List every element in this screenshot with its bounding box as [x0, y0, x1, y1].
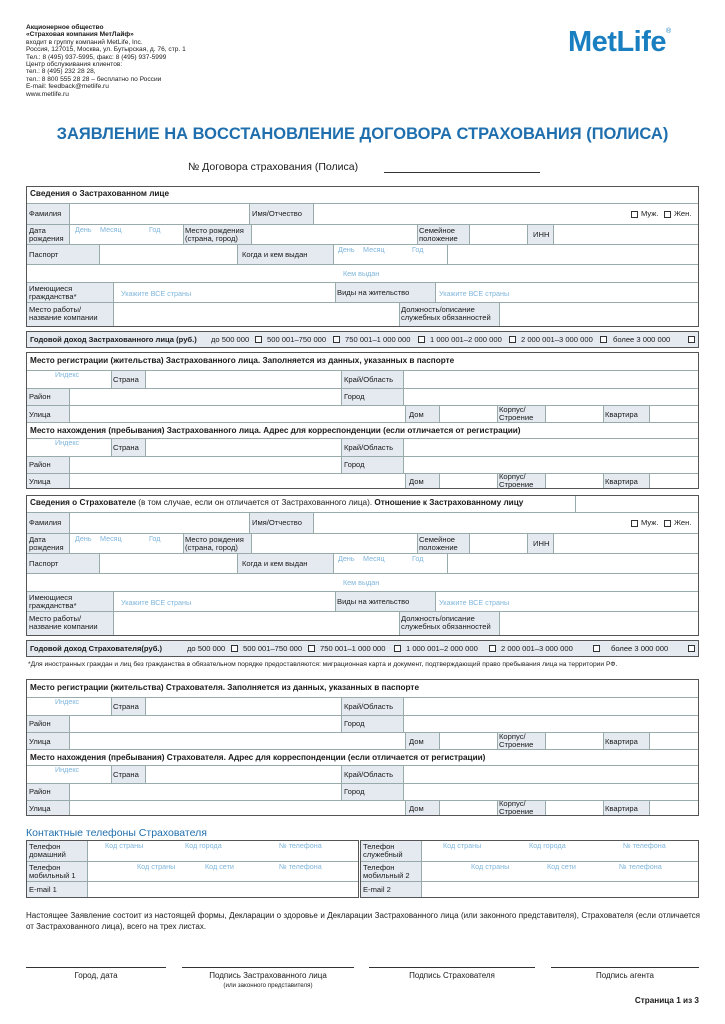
city-date-label: Город, дата: [74, 971, 118, 980]
house-label: Дом: [409, 410, 424, 419]
income-label: Годовой доход Страхователя(руб.): [30, 644, 163, 653]
work-row: [27, 302, 698, 326]
info-line: тел.: 8 (495) 232 28 28,: [26, 68, 96, 76]
home-phone-label: Телефон домашний: [29, 842, 66, 860]
passport-field[interactable]: [99, 245, 237, 264]
country-code-hint: Код страны: [443, 841, 482, 850]
insured-address-section: [26, 352, 699, 489]
male-label: Муж.: [641, 518, 659, 527]
flat-label: Квартира: [605, 804, 638, 813]
page-number: Страница 1 из 3: [634, 996, 699, 1005]
city-code-hint: Код города: [185, 841, 222, 850]
country-label: Страна: [113, 702, 139, 711]
flat-field[interactable]: [649, 406, 698, 422]
building-label: Корпус/ Строение: [499, 732, 534, 750]
surname-label: Фамилия: [29, 209, 62, 218]
street-label: Улица: [29, 477, 51, 486]
birth-date-label: Дата рождения: [29, 535, 64, 553]
income-checkbox[interactable]: [593, 645, 600, 652]
mobile1-label: Телефон мобильный 1: [29, 863, 76, 881]
work-label: Место работы/ название компании: [29, 305, 98, 323]
street-field[interactable]: [69, 733, 405, 749]
index-hint: Индекс: [55, 438, 80, 447]
region-label: Край/Область: [344, 443, 394, 452]
male-label: Муж.: [641, 209, 659, 218]
building-label: Корпус/ Строение: [499, 799, 534, 817]
house-field[interactable]: [439, 733, 497, 749]
income-holder-row: [26, 640, 699, 657]
birth-row: [27, 224, 698, 244]
district-label: Район: [29, 460, 51, 469]
day-hint: День: [338, 554, 355, 563]
residence-hint: Укажите ВСЕ страны: [439, 598, 510, 607]
building-label: Корпус/ Строение: [499, 405, 534, 423]
name-field[interactable]: [313, 204, 625, 224]
female-label: Жен.: [674, 209, 692, 218]
region-label: Край/Область: [344, 770, 394, 779]
passport-row: [27, 244, 698, 264]
income-checkbox[interactable]: [509, 336, 516, 343]
insured-signature-label: Подпись Застрахованного лица: [209, 971, 327, 980]
info-line: Центр обслуживания клиентов:: [26, 61, 123, 69]
income-option: 2 000 001–3 000 000: [521, 335, 593, 344]
income-option: 750 001–1 000 000: [345, 335, 411, 344]
passport-label: Паспорт: [29, 250, 59, 259]
birth-place-field[interactable]: [251, 534, 417, 553]
street-field[interactable]: [69, 801, 405, 815]
issued-when-label: Когда и кем выдан: [242, 559, 308, 568]
policy-number-label: № Договора страхования (Полиса): [188, 161, 359, 173]
citizenship-hint: Укажите ВСЕ страны: [121, 598, 192, 607]
country-code-hint: Код страны: [471, 862, 510, 871]
surname-label: Фамилия: [29, 518, 62, 527]
year-hint: Год: [412, 554, 424, 563]
company-name-line-1: Акционерное общество: [26, 24, 104, 31]
income-option: 1 000 001–2 000 000: [406, 644, 478, 653]
section-heading: Место нахождения (пребывания) Страхователя. Адрес для корреспонденции (если отличается от регистрации): [30, 753, 486, 762]
duties-field[interactable]: [499, 612, 698, 635]
female-checkbox[interactable]: [664, 520, 671, 527]
name-field[interactable]: [313, 513, 625, 533]
agent-signature-label: Подпись агента: [596, 971, 654, 980]
female-checkbox[interactable]: [664, 211, 671, 218]
flat-label: Квартира: [605, 737, 638, 746]
city-field[interactable]: [403, 784, 698, 800]
income-checkbox[interactable]: [418, 336, 425, 343]
day-hint: День: [75, 534, 92, 543]
income-option: более 3 000 000: [613, 335, 671, 344]
income-option: 2 000 001–3 000 000: [501, 644, 573, 653]
inn-label: ИНН: [533, 539, 550, 548]
building-field[interactable]: [545, 801, 603, 815]
holder-signature-label: Подпись Страхователя: [409, 971, 495, 980]
citizenship-label: Имеющиеся гражданства*: [29, 284, 77, 302]
statement-text: Настоящее Заявление состоит из настоящей формы, Декларации о здоровье и Декларации Застрахованного лица (или законного представителя), Страхователя (если отличается от Застрахованного лица), всего на трех листах.: [26, 911, 700, 931]
region-label: Край/Область: [344, 702, 394, 711]
index-hint: Индекс: [55, 697, 80, 706]
passport-label: Паспорт: [29, 559, 59, 568]
city-label: Город: [344, 392, 365, 401]
info-line: входит в группу компаний MetLife, Inc.: [26, 38, 143, 46]
inn-label: ИНН: [533, 230, 550, 239]
holder-signature-line[interactable]: [369, 967, 535, 968]
district-field[interactable]: [69, 457, 341, 473]
male-checkbox[interactable]: [631, 520, 638, 527]
issued-by-hint: Кем выдан: [343, 269, 380, 278]
district-label: Район: [29, 392, 51, 401]
country-field[interactable]: [145, 766, 341, 783]
residence-label: Виды на жительство: [337, 288, 410, 297]
income-insured-row: [26, 331, 699, 348]
year-hint: Год: [412, 245, 424, 254]
district-label: Район: [29, 787, 51, 796]
birth-place-field[interactable]: [251, 225, 417, 244]
metlife-logo: MetLife®: [568, 26, 671, 58]
surname-field[interactable]: [69, 513, 249, 533]
net-code-hint: Код сети: [547, 862, 576, 871]
policyholder-section: [26, 495, 699, 636]
district-field[interactable]: [69, 784, 341, 800]
region-field[interactable]: [403, 698, 698, 715]
country-field[interactable]: [145, 439, 341, 456]
building-label: Корпус/ Строение: [499, 472, 534, 490]
phone-no-hint: № телефона: [623, 841, 666, 850]
phone-no-hint: № телефона: [619, 862, 662, 871]
work-field[interactable]: [113, 303, 399, 326]
country-label: Страна: [113, 443, 139, 452]
flat-field[interactable]: [649, 733, 698, 749]
street-label: Улица: [29, 804, 51, 813]
family-status-field[interactable]: [469, 225, 527, 244]
company-name-line-2: «Страховая компания МетЛайф»: [26, 31, 134, 39]
day-hint: День: [75, 225, 92, 234]
citizenship-hint: Укажите ВСЕ страны: [121, 289, 192, 298]
income-option: 500 001–750 000: [243, 644, 303, 653]
issued-when-label: Когда и кем выдан: [242, 250, 308, 259]
phone-no-hint: № телефона: [279, 841, 322, 850]
work-label: Место работы/ название компании: [29, 614, 98, 632]
info-line: E-mail: feedback@metlife.ru: [26, 83, 109, 91]
flat-field[interactable]: [649, 474, 698, 488]
male-checkbox[interactable]: [631, 211, 638, 218]
issued-by-row[interactable]: [27, 264, 698, 282]
income-checkbox[interactable]: [688, 645, 695, 652]
street-label: Улица: [29, 410, 51, 419]
region-label: Край/Область: [344, 375, 394, 384]
contacts-title: Контактные телефоны Страхователя: [26, 827, 207, 839]
email2-field[interactable]: [421, 882, 698, 897]
contacts-left: [26, 840, 359, 898]
district-field[interactable]: [69, 389, 341, 405]
birth-date-label: Дата рождения: [29, 226, 64, 244]
city-field[interactable]: [403, 389, 698, 405]
index-hint: Индекс: [55, 765, 80, 774]
district-field[interactable]: [69, 716, 341, 732]
work-phone-label: Телефон служебный: [363, 842, 403, 860]
family-status-label: Семейное положение: [419, 226, 458, 244]
income-option: более 3 000 000: [611, 644, 669, 653]
relation-field[interactable]: [575, 496, 576, 512]
flat-field[interactable]: [649, 801, 698, 815]
insured-person-section: [26, 186, 699, 327]
house-field[interactable]: [439, 406, 497, 422]
day-hint: День: [338, 245, 355, 254]
flat-label: Квартира: [605, 410, 638, 419]
residence-hint: Укажите ВСЕ страны: [439, 289, 510, 298]
issued-by-row[interactable]: [27, 573, 698, 591]
surname-row: [27, 203, 698, 224]
duties-field[interactable]: [499, 303, 698, 326]
info-line: Россия, 127015, Москва, ул. Бутырская, д. 76, стр. 1: [26, 46, 186, 54]
email1-label: E-mail 1: [29, 885, 57, 894]
passport-field[interactable]: [99, 554, 237, 573]
section-heading: Место регистрации (жительства) Застрахованного лица. Заполняется из данных, указанных в паспорте: [30, 356, 455, 365]
income-checkbox[interactable]: [489, 645, 496, 652]
phone-no-hint: № телефона: [279, 862, 322, 871]
info-line: www.metlife.ru: [26, 90, 69, 98]
net-code-hint: Код сети: [205, 862, 234, 871]
contacts-right: [360, 840, 699, 898]
income-checkbox[interactable]: [231, 645, 238, 652]
city-label: Город: [344, 460, 365, 469]
email1-field[interactable]: [87, 882, 358, 897]
country-code-hint: Код страны: [105, 841, 144, 850]
residence-label: Виды на жительство: [337, 597, 410, 606]
house-field[interactable]: [439, 474, 497, 488]
income-checkbox[interactable]: [394, 645, 401, 652]
section-heading: Сведения о Застрахованном лице: [30, 189, 170, 198]
company-info: [26, 24, 286, 98]
duties-label: Должность/описание служебных обязанностей: [401, 305, 491, 323]
info-line: тел.: 8 800 555 28 28 – бесплатно по России: [26, 75, 162, 83]
work-field[interactable]: [113, 612, 399, 635]
city-label: Город: [344, 719, 365, 728]
building-field[interactable]: [545, 474, 603, 488]
month-hint: Месяц: [100, 534, 122, 543]
month-hint: Месяц: [100, 225, 122, 234]
house-field[interactable]: [439, 801, 497, 815]
region-field[interactable]: [403, 766, 698, 783]
month-hint: Месяц: [363, 245, 385, 254]
holder-address-section: [26, 679, 699, 816]
section-heading: Сведения о Страхователе (в том случае, если он отличается от Застрахованного лица). Отношение к Застрахованному лицу: [30, 498, 524, 507]
income-checkbox[interactable]: [255, 336, 262, 343]
income-option: 500 001–750 000: [267, 335, 327, 344]
birth-place-label: Место рождения (страна, город): [185, 535, 244, 553]
country-field[interactable]: [145, 371, 341, 388]
passport-extra-field[interactable]: [447, 554, 698, 573]
policy-number-field[interactable]: [384, 172, 540, 173]
income-checkbox[interactable]: [600, 336, 607, 343]
street-field[interactable]: [69, 474, 405, 488]
region-field[interactable]: [403, 439, 698, 456]
city-code-hint: Код города: [529, 841, 566, 850]
index-hint: Индекс: [55, 370, 80, 379]
passport-extra-field[interactable]: [447, 245, 698, 264]
income-option: до 500 000: [211, 335, 250, 344]
family-status-field[interactable]: [469, 534, 527, 553]
street-label: Улица: [29, 737, 51, 746]
insured-signature-sublabel: (или законного представителя): [223, 982, 313, 989]
city-field[interactable]: [403, 457, 698, 473]
agent-signature-line[interactable]: [551, 967, 699, 968]
email2-label: E-mail 2: [363, 885, 391, 894]
foreigners-note: *Для иностранных граждан и лиц без гражданства в обязательном порядке предоставляются: миграционная карта и документ, подтверждающий право пребывания лица на территории РФ.: [28, 661, 618, 668]
section-heading: Место нахождения (пребывания) Застрахованного лица. Адрес для корреспонденции (если отличается от регистрации): [30, 426, 521, 435]
city-date-line[interactable]: [26, 967, 166, 968]
building-field[interactable]: [545, 733, 603, 749]
house-label: Дом: [409, 477, 424, 486]
income-checkbox[interactable]: [688, 336, 695, 343]
inn-field[interactable]: [553, 534, 698, 553]
income-label: Годовой доход Застрахованного лица (руб.): [30, 335, 197, 344]
building-field[interactable]: [545, 406, 603, 422]
region-field[interactable]: [403, 371, 698, 388]
name-label: Имя/Отчество: [252, 518, 302, 527]
info-line: Тел.: 8 (495) 937-5995, факс: 8 (495) 937-5999: [26, 53, 167, 61]
female-label: Жен.: [674, 518, 692, 527]
house-label: Дом: [409, 804, 424, 813]
year-hint: Год: [149, 225, 161, 234]
flat-label: Квартира: [605, 477, 638, 486]
city-field[interactable]: [403, 716, 698, 732]
country-label: Страна: [113, 770, 139, 779]
name-label: Имя/Отчество: [252, 209, 302, 218]
country-code-hint: Код страны: [137, 862, 176, 871]
citizenship-row: [27, 282, 698, 302]
income-option: 750 001–1 000 000: [320, 644, 386, 653]
insured-signature-line[interactable]: [182, 967, 354, 968]
income-option: 1 000 001–2 000 000: [430, 335, 502, 344]
year-hint: Год: [149, 534, 161, 543]
month-hint: Месяц: [363, 554, 385, 563]
birth-place-label: Место рождения (страна, город): [185, 226, 244, 244]
income-checkbox[interactable]: [333, 336, 340, 343]
income-option: до 500 000: [187, 644, 226, 653]
inn-field[interactable]: [553, 225, 698, 244]
house-label: Дом: [409, 737, 424, 746]
street-field[interactable]: [69, 406, 405, 422]
duties-label: Должность/описание служебных обязанностей: [401, 614, 491, 632]
surname-field[interactable]: [69, 204, 249, 224]
mobile2-label: Телефон мобильный 2: [363, 863, 410, 881]
city-label: Город: [344, 787, 365, 796]
country-label: Страна: [113, 375, 139, 384]
income-checkbox[interactable]: [308, 645, 315, 652]
district-label: Район: [29, 719, 51, 728]
section-heading: Место регистрации (жительства) Страхователя. Заполняется из данных, указанных в паспорте: [30, 683, 420, 692]
family-status-label: Семейное положение: [419, 535, 458, 553]
country-field[interactable]: [145, 698, 341, 715]
form-title: ЗАЯВЛЕНИЕ НА ВОССТАНОВЛЕНИЕ ДОГОВОРА СТРАХОВАНИЯ (ПОЛИСА): [56, 125, 669, 143]
issued-by-hint: Кем выдан: [343, 578, 380, 587]
citizenship-label: Имеющиеся гражданства*: [29, 593, 77, 611]
